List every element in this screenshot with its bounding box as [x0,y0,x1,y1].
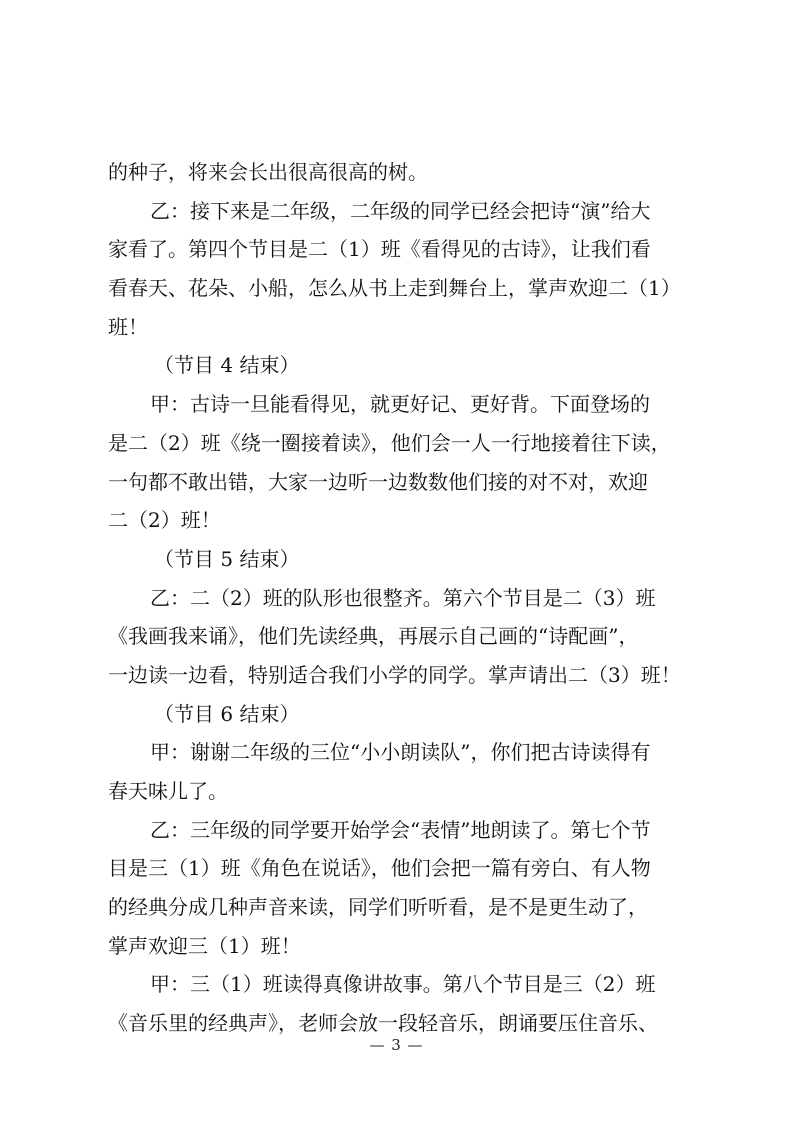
program-note: （节目 6 结束） [154,701,300,726]
page-number: — 3 — [369,1036,424,1054]
document-body [108,153,688,1043]
text-line: 《音乐里的经典声》，老师会放一段轻音乐，朗诵要压住音乐、 [108,1011,658,1036]
text-line: 看春天、花朵、小船，怎么从书上走到舞台上，掌声欢迎二（1） [108,276,681,301]
dialogue-line: 乙：二（2）班的队形也很整齐。第六个节目是二（3）班 [150,585,656,610]
text-line: 春天味儿了。 [108,779,228,803]
program-note: （节目 4 结束） [154,353,300,378]
text-line: 掌声欢迎三（1）班！ [108,933,301,958]
text-line: 《我画我来诵》，他们先读经典，再展示自己画的“诗配画”， [108,624,639,649]
text-line: 目是三（1）班《角色在说话》，他们会把一篇有旁白、有人物 [108,856,651,881]
text-line: 一边读一边看，特别适合我们小学的同学。掌声请出二（3）班！ [108,662,681,687]
dialogue-line: 甲：三（1）班读得真像讲故事。第八个节目是三（2）班 [150,972,656,997]
text-line: 家看了。第四个节目是二（1）班《看得见的古诗》，让我们看 [108,237,651,262]
dialogue-line: 乙：接下来是二年级，二年级的同学已经会把诗“演”给大 [150,198,651,223]
text-line: 的种子，将来会长出很高很高的树。 [108,160,428,184]
program-note: （节目 5 结束） [154,546,300,571]
dialogue-line: 乙：三年级的同学要开始学会“表情”地朗读了。第七个节 [150,817,651,842]
text-line: 班！ [108,314,148,339]
text-line: 的经典分成几种声音来读，同学们听听看，是不是更生动了， [108,895,648,920]
text-line: 是二（2）班《绕一圈接着读》，他们会一人一行地接着往下读， [108,430,671,455]
text-line: 一句都不敢出错，大家一边听一边数数他们接的对不对，欢迎 [108,469,648,494]
dialogue-line: 甲：谢谢二年级的三位“小小朗读队”，你们把古诗读得有 [150,740,651,765]
text-line: 二（2）班！ [108,508,221,533]
dialogue-line: 甲：古诗一旦能看得见，就更好记、更好背。下面登场的 [150,392,650,417]
